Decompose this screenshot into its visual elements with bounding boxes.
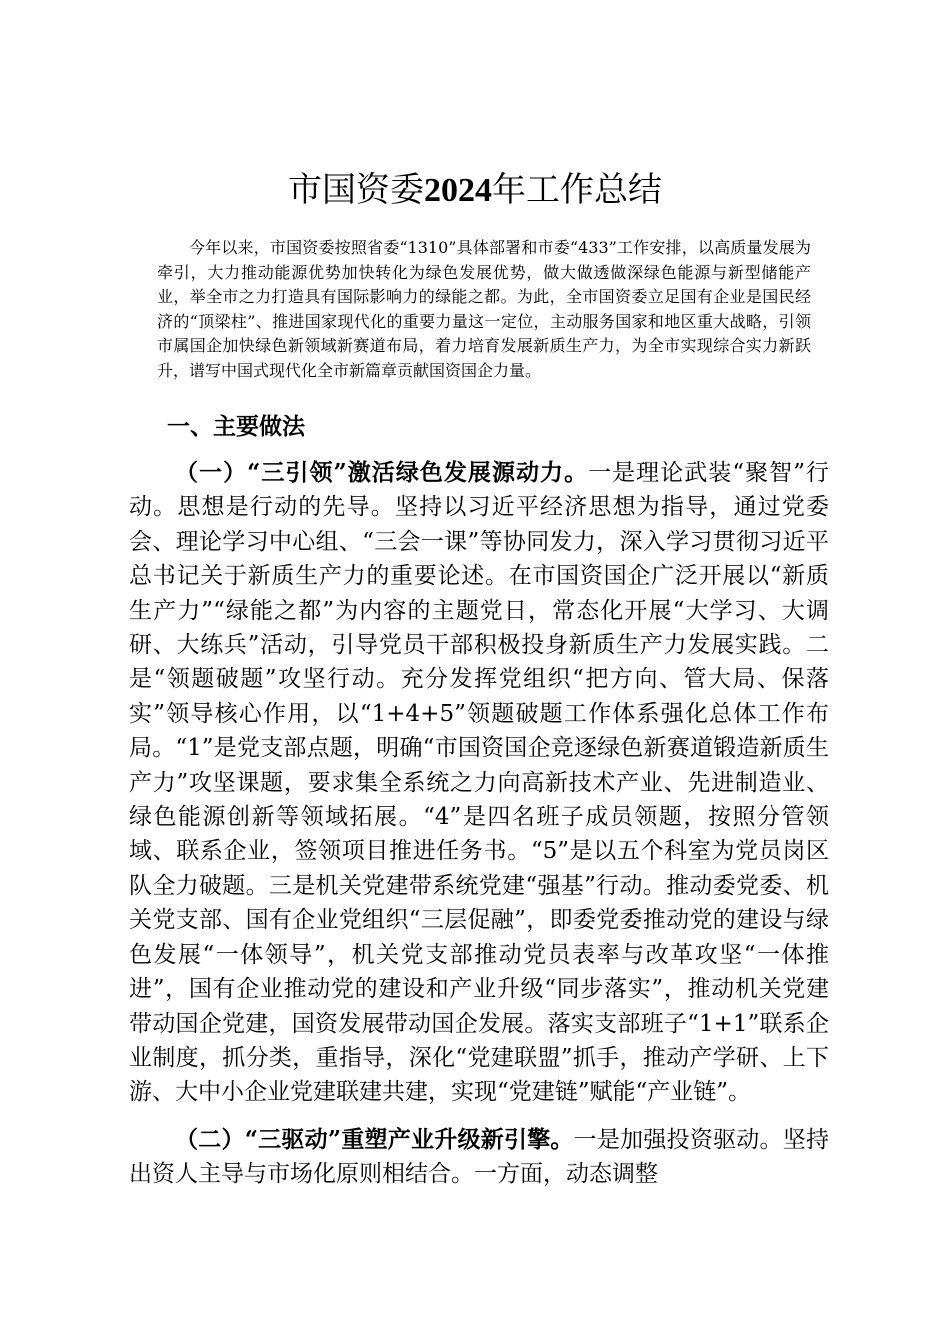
section-heading: 一、主要做法: [167, 413, 305, 440]
body-paragraph-1: [129, 456, 829, 1110]
paragraph-2-lead: （二）“三驱动”重塑产业升级新引擎。: [175, 1126, 574, 1153]
title-year: 2024: [424, 172, 492, 209]
paragraph-1-text: 一是理论武装“聚智”行动。思想是行动的先导。坚持以习近平经济思想为指导，通过党委会、理论学习中心组、“三会一课”等协同发力，深入学习贯彻习近平总书记关于新质生产力的重要论述。在市国资国企广泛开展以“新质生产力”“绿能之都”为内容的主题党日，常态化开展“大学习、大调研、大练兵”活动，引导党员干部积极投身新质生产力发展实践。二是“领题破题”攻坚行动。充分发挥党组织“把方向、管大局、保落实”领导核心作用，以“1+4+5”领题破题工作体系强化总体工作布局。“1”是党支部点题，明确“市国资国企竞逐绿色新赛道锻造新质生产力”攻坚课题，要求集全系统之力向高新技术产业、先进制造业、绿色能源创新等领域拓展。“4”是四名班子成员领题，按照分管领域、联系企业，签领项目推进任务书。“5”是以五个科室为党员岗区队全力破题。三是机关党建带系统党建“强基”行动。推动委党委、机关党支部、国有企业党组织“三层促融”，即委党委推动党的建设与绿色发展“一体领导”，机关党支部推动党员表率与改革攻坚“一体推进”，国有企业推动党的建设和产业升级“同步落实”，推动机关党建带动国企党建，国资发展带动国企发展。落实支部班子“1+1”联系企业制度，抓分类，重指导，深化“党建联盟”抓手，推动产学研、上下游、大中小企业党建联建共建，实现“党建链”赋能“产业链”。: [129, 460, 829, 1106]
intro-paragraph: 今年以来，市国资委按照省委“1310”具体部署和市委“433”工作安排，以高质量发展为牵引，大力推动能源优势加快转化为绿色发展优势，做大做透做深绿色能源与新型储能产业，举全市之力打造具有国际影响力的绿能之都。为此，全市国资委立足国有企业是国民经济的“顶梁柱”、推进国家现代化的重要力量这一定位，主动服务国家和地区重大战略，引领市属国企加快绿色新领域新赛道布局，着力培育发展新质生产力，为全市实现综合实力新跃升，谱写中国式现代化全市新篇章贡献国资国企力量。: [157, 238, 811, 380]
paragraph-1-lead: （一）“三引领”激活绿色发展源动力。: [175, 459, 589, 486]
title-suffix: 年工作总结: [492, 170, 662, 210]
body-paragraph-2: [129, 1123, 829, 1192]
document-title: [0, 168, 950, 213]
title-prefix: 市国资委: [288, 170, 424, 210]
paragraph-2-text: 一是加强投资驱动。坚持出资人主导与市场化原则相结合。一方面，动态调整: [129, 1127, 830, 1188]
